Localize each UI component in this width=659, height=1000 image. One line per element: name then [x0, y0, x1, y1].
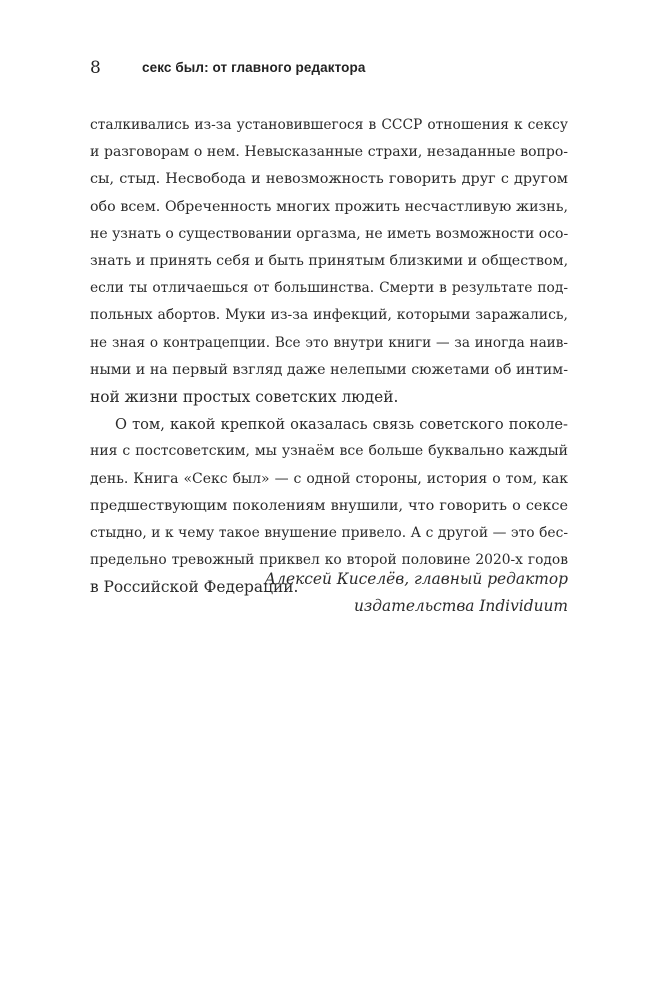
text-line: ными и на первый взгляд даже нелепыми сюжетами об интим- — [90, 361, 568, 378]
text-line: польных абортов. Муки из-за инфекций, которыми заражались, — [90, 307, 568, 324]
signature-publisher: издательства Individuum — [353, 597, 568, 616]
paragraph-1 — [90, 112, 568, 411]
text-line: в Российской Федерации. — [90, 578, 299, 597]
text-line: ния с постсоветским, мы узнаём все больше буквально каждый — [90, 443, 568, 460]
text-line: не зная о контрацепции. Все это внутри книги — за иногда наив- — [90, 334, 568, 351]
text-line: сы, стыд. Несвобода и невозможность говорить друг с другом — [90, 171, 568, 188]
page-number: 8 — [90, 58, 101, 78]
signature-author: Алексей Киселёв, главный редактор — [264, 570, 568, 588]
signature — [265, 566, 568, 620]
text-line: и разговорам о нем. Невысказанные страхи, незаданные вопро- — [90, 144, 568, 161]
body-text — [90, 112, 568, 602]
text-line: предельно тревожный приквел ко второй половине 2020-х годов — [90, 552, 568, 569]
text-line: ной жизни простых советских людей. — [90, 388, 399, 407]
page-header — [0, 58, 659, 82]
text-line: предшествующим поколениям внушили, что говорить о сексе — [90, 497, 568, 514]
text-line: день. Книга «Секс был» — с одной стороны, история о том, как — [90, 470, 568, 487]
text-line: стыдно, и к чему такое внушение привело. А с другой — это бес- — [90, 525, 568, 542]
text-line: знать и принять себя и быть принятым близкими и обществом, — [90, 253, 569, 270]
text-line: если ты отличаешься от большинства. Смерти в результате под- — [90, 280, 568, 297]
text-line: обо всем. Обреченность многих прожить несчастливую жизнь, — [90, 198, 568, 215]
running-head: секс был: от главного редактора — [142, 60, 366, 75]
text-line: О том, какой крепкой оказалась связь советского поколе- — [115, 416, 568, 434]
text-line: не узнать о существовании оргазма, не иметь возможности осо- — [90, 225, 569, 242]
text-line: сталкивались из-за установившегося в СССР отношения к сексу — [90, 117, 568, 133]
